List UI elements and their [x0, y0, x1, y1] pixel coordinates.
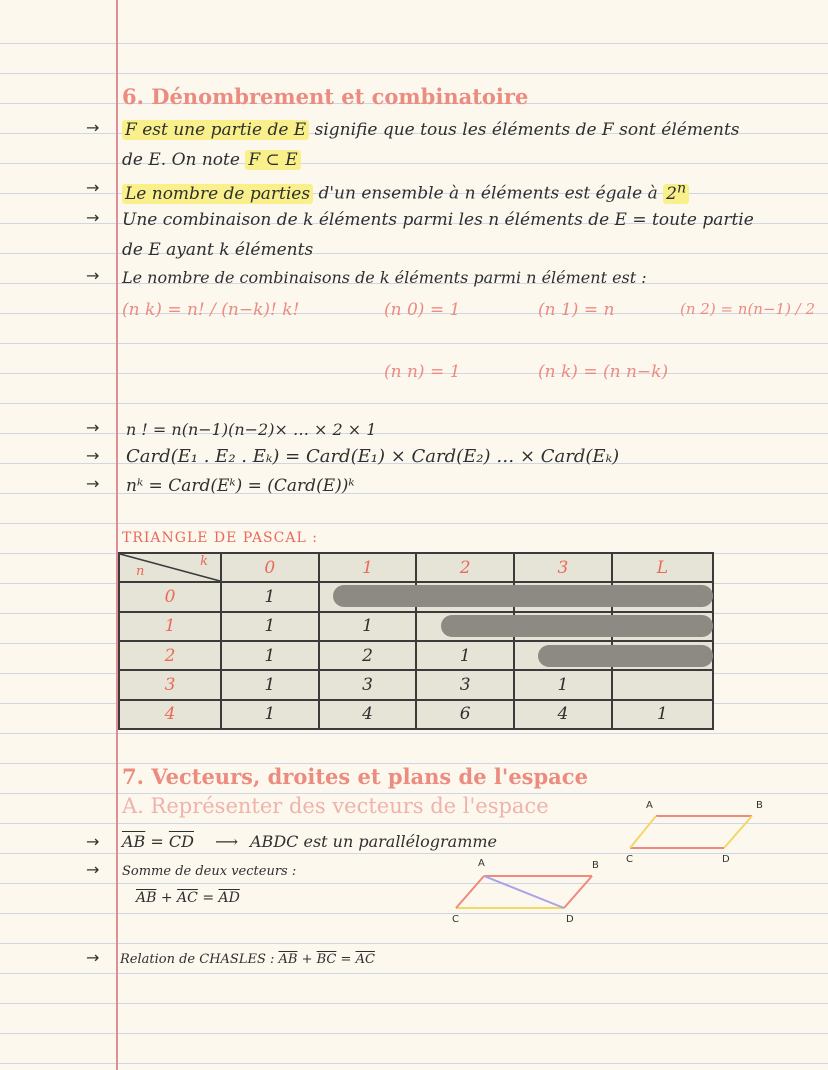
pascal-row — [119, 670, 713, 699]
formula-binomial-rhs: = n! / (n−k)! k! — [167, 300, 300, 320]
vector-ab: $\overline{AB}$ — [278, 952, 298, 967]
pascal-header-k2: 2 — [416, 553, 514, 582]
bullet-arrow-icon: → — [86, 860, 100, 879]
pascal-cell: 2 — [319, 641, 417, 670]
plus-sign: + — [156, 890, 178, 906]
formula-binomial — [122, 300, 299, 320]
formula-symmetry: (n k) = (n n−k) — [538, 362, 669, 382]
highlight-partie: F est une partie de E — [122, 120, 309, 140]
vector-equality-line — [122, 832, 497, 851]
pascal-corner-n: n — [136, 564, 145, 580]
equals-sign: = — [145, 832, 169, 851]
pascal-row-n: 0 — [119, 582, 221, 611]
section-7-subtitle: A. Représenter des vecteurs de l'espace — [122, 794, 549, 818]
vector-bc: $\overline{BC}$ — [316, 952, 337, 967]
formula-n-choose-0: (n 0) = 1 — [384, 300, 461, 320]
chasles-line — [120, 952, 375, 967]
section-7-title: 7. Vecteurs, droites et plans de l'espace — [122, 764, 588, 789]
combination-definition-line-2: de E ayant k éléments — [122, 240, 314, 260]
pascal-cell — [612, 670, 713, 699]
pascal-row-n: 1 — [119, 612, 221, 641]
parts-count-line — [122, 180, 689, 204]
bullet-arrow-icon: → — [86, 948, 100, 967]
definition-line-1 — [122, 120, 740, 140]
pascal-cell: 3 — [416, 670, 514, 699]
equals-sign: = — [336, 952, 356, 967]
highlight-2n — [663, 180, 689, 204]
cardinal-product-formula: Card(E₁ . E₂ . Eₖ) = Card(E₁) × Card(E₂) … × Card(Eₖ) — [126, 446, 620, 467]
point-label-c: C — [452, 914, 459, 925]
implies-arrow-icon: ⟶ — [215, 832, 238, 851]
formula-binomial-lhs: (n k) — [122, 300, 162, 320]
vector-sum-formula — [136, 890, 240, 906]
point-label-b: B — [756, 800, 763, 811]
bullet-arrow-icon: → — [86, 832, 100, 851]
bullet-arrow-icon: → — [86, 446, 100, 465]
bullet-arrow-icon: → — [86, 418, 100, 437]
point-label-d: D — [722, 854, 730, 865]
vector-sum-diagram — [440, 852, 610, 932]
pascal-shaded-bar-row-0 — [333, 585, 713, 607]
vector-ac: $\overline{AC}$ — [177, 890, 198, 906]
power-exponent: n — [676, 180, 687, 196]
chasles-label: Relation de CHASLES : — [120, 952, 275, 967]
parts-count-text: d'un ensemble à n éléments est égale à — [313, 183, 664, 204]
pascal-header-k4: L — [612, 553, 713, 582]
pascal-title: TRIANGLE DE PASCAL : — [122, 530, 318, 546]
vector-ac: $\overline{AC}$ — [355, 952, 375, 967]
bullet-arrow-icon: → — [86, 118, 100, 137]
definition-line-2-text: de E. On note — [122, 150, 246, 170]
pascal-cell: 1 — [319, 612, 417, 641]
pascal-row-n: 4 — [119, 700, 221, 729]
bullet-arrow-icon: → — [86, 474, 100, 493]
point-label-a: A — [478, 858, 485, 869]
pascal-cell: 1 — [514, 670, 612, 699]
pascal-header-row — [119, 553, 713, 582]
pascal-header-k1: 1 — [319, 553, 417, 582]
vector-ab: $\overline{AB}$ — [136, 890, 157, 906]
pascal-cell: 4 — [319, 700, 417, 729]
bullet-arrow-icon: → — [86, 178, 100, 197]
formula-n-choose-1: (n 1) = n — [538, 300, 615, 320]
definition-line-2 — [122, 150, 301, 170]
pascal-header-k0: 0 — [221, 553, 319, 582]
pascal-triangle-table — [118, 552, 714, 730]
pascal-corner-k: k — [200, 554, 208, 569]
pascal-row-n: 3 — [119, 670, 221, 699]
combination-definition-line-1: Une combinaison de k éléments parmi les n éléments de E = toute partie — [122, 210, 754, 230]
parallelogram-diagram — [620, 792, 780, 872]
pascal-header-k3: 3 — [514, 553, 612, 582]
pascal-cell: 6 — [416, 700, 514, 729]
point-label-c: C — [626, 854, 633, 865]
vector-ad: $\overline{AD}$ — [218, 890, 240, 906]
pascal-cell: 1 — [221, 700, 319, 729]
pascal-cell: 1 — [221, 641, 319, 670]
pascal-cell: 1 — [221, 612, 319, 641]
pascal-row — [119, 700, 713, 729]
bullet-arrow-icon: → — [86, 266, 100, 285]
pascal-cell: 3 — [319, 670, 417, 699]
vector-sum-label: Somme de deux vecteurs : — [122, 864, 297, 879]
power-base: 2 — [666, 183, 677, 204]
pascal-cell: 1 — [221, 670, 319, 699]
notebook-margin-line — [116, 0, 118, 1070]
parallelogram-statement: ABDC est un parallélogramme — [250, 832, 498, 851]
pascal-cell: 1 — [221, 582, 319, 611]
plus-sign: + — [297, 952, 317, 967]
edge-bd — [724, 816, 752, 848]
definition-line-1-rest: signifie que tous les éléments de F sont éléments — [309, 120, 740, 140]
section-6-title: 6. Dénombrement et combinatoire — [122, 84, 529, 109]
pascal-corner-cell — [119, 553, 221, 582]
equals-sign: = — [197, 890, 219, 906]
edge-ac — [630, 816, 656, 848]
pascal-cell: 4 — [514, 700, 612, 729]
pascal-shaded-bar-row-1 — [441, 615, 713, 637]
vector-cd: $\overline{CD}$ — [168, 832, 194, 851]
highlight-nombre-parties: Le nombre de parties — [122, 184, 313, 204]
pascal-cell: 1 — [416, 641, 514, 670]
pascal-row-n: 2 — [119, 641, 221, 670]
power-formula: nᵏ = Card(Eᵏ) = (Card(E))ᵏ — [126, 476, 355, 496]
highlight-inclusion: F ⊂ E — [245, 150, 300, 170]
bullet-arrow-icon: → — [86, 208, 100, 227]
edge-bd — [564, 876, 592, 908]
factorial-formula: n ! = n(n−1)(n−2)× … × 2 × 1 — [126, 420, 377, 439]
formula-n-choose-n: (n n) = 1 — [384, 362, 461, 382]
pascal-cell: 1 — [612, 700, 713, 729]
pascal-shaded-bar-row-2 — [538, 645, 713, 667]
point-label-d: D — [566, 914, 574, 925]
point-label-b: B — [592, 860, 599, 871]
combination-count-line: Le nombre de combinaisons de k éléments parmi n élément est : — [122, 268, 647, 287]
point-label-a: A — [646, 800, 653, 811]
edge-ac — [456, 876, 484, 908]
formula-n-choose-2: (n 2) = n(n−1) / 2 — [680, 300, 816, 318]
diagonal-ad — [484, 876, 564, 908]
vector-ab: $\overline{AB}$ — [122, 832, 146, 851]
